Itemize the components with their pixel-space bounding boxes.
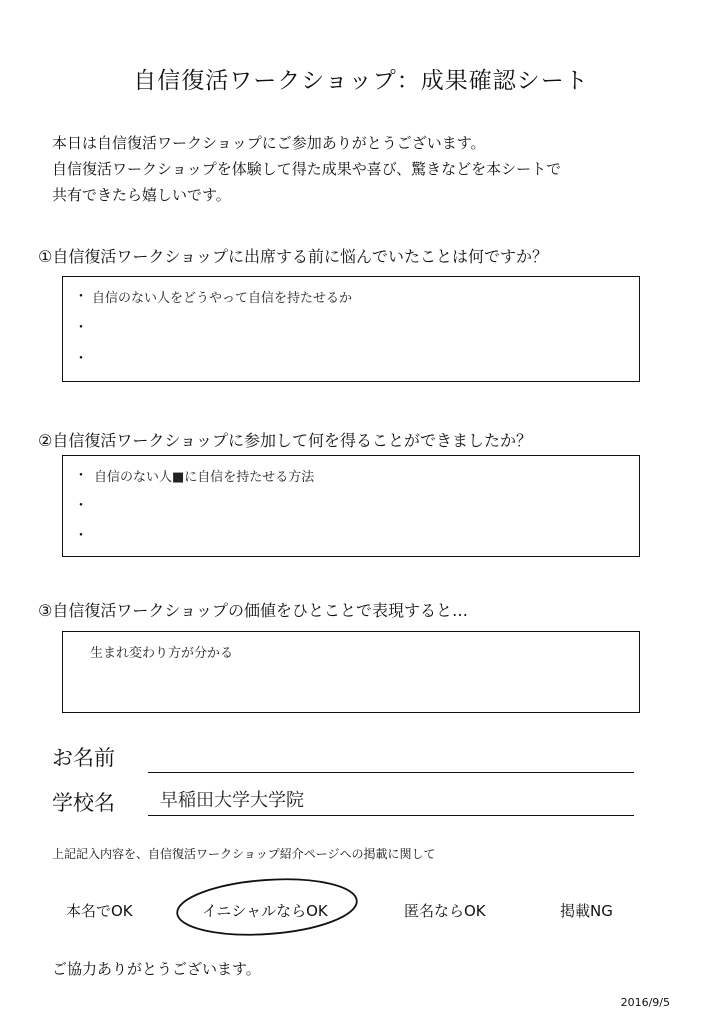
option-real-name[interactable]: 本名でOK: [66, 902, 133, 920]
thanks-text: ご協力ありがとうございます。: [52, 960, 261, 978]
intro-line-2: 自信復活ワークショップを体験して得た成果や喜び、驚きなどを本シートで: [52, 160, 562, 178]
question-1-label: ①自信復活ワークショップに出席する前に悩んでいたことは何ですか？: [38, 247, 549, 266]
question-2-answer-1: 自信のない人■に自信を持たせる方法: [94, 470, 315, 485]
school-value: 早稲田大学大学院: [160, 790, 304, 811]
school-field[interactable]: [148, 815, 634, 816]
question-3-label: ③自信復活ワークショップの価値をひとことで表現すると…: [38, 601, 469, 620]
name-field[interactable]: [148, 772, 634, 773]
bullet: ・: [74, 320, 88, 336]
question-1-answer-1: 自信のない人をどうやって自信を持たせるか: [92, 291, 353, 306]
name-label: お名前: [52, 746, 115, 770]
date: 2016/9/5: [620, 996, 670, 1009]
question-2-label: ②自信復活ワークショップに参加して何を得ることができましたか？: [38, 431, 533, 450]
bullet: ・: [74, 351, 88, 367]
bullet: ・: [74, 528, 88, 544]
bullet: ・: [74, 498, 88, 514]
school-label: 学校名: [52, 791, 115, 815]
bullet: ・: [74, 468, 88, 484]
question-3-answer-1: 生まれ変わり方が分かる: [90, 646, 234, 661]
option-no-publish[interactable]: 掲載NG: [560, 902, 613, 920]
intro-line-3: 共有できたら嬉しいです。: [52, 186, 231, 204]
bullet: ・: [74, 289, 88, 305]
page-title: 自信復活ワークショップ：成果確認シート: [133, 68, 589, 94]
consent-text: 上記記入内容を、自信復活ワークショップ紹介ページへの掲載に関して: [52, 847, 436, 861]
option-anonymous[interactable]: 匿名ならOK: [404, 902, 486, 920]
intro-line-1: 本日は自信復活ワークショップにご参加ありがとうございます。: [52, 134, 486, 152]
option-initials[interactable]: イニシャルならOK: [202, 902, 328, 920]
